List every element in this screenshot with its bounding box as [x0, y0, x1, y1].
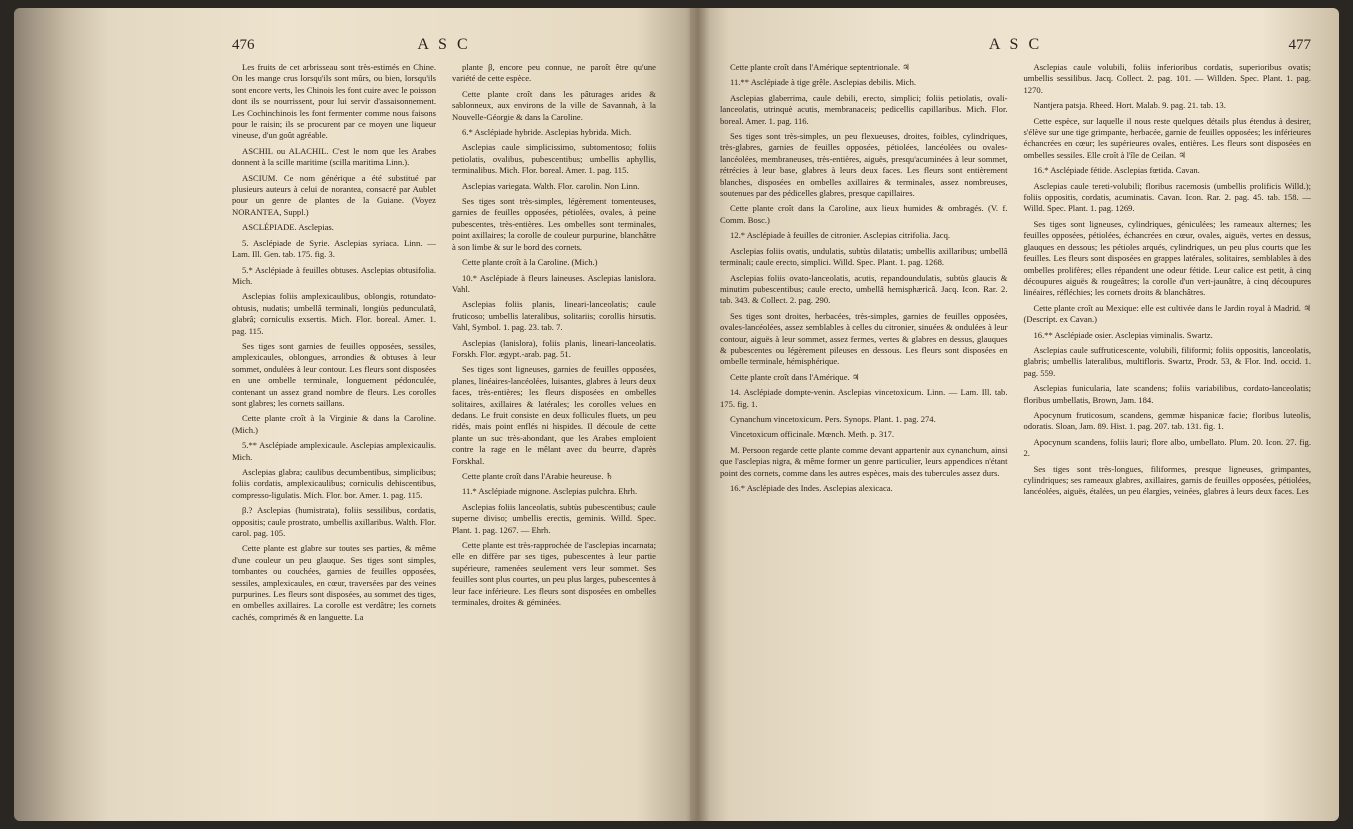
paragraph: Asclepias foliis planis, lineari-lanceolatis; caule fruticoso; umbellis lateralibus, solitariis; corollis hirsutis. Vahl, Symbol. 1. pag. 23. tab. 7.	[452, 299, 656, 333]
paragraph: Cette plante est très-rapprochée de l'asclepias incarnata; elle en diffère par ses tiges, pubescentes à leur partie supérieure, ramenées seulement vers leur sommet. Ses feuilles sont plus courtes, un peu plus larges, pubescentes à leur face inférieure. Les fleurs sont disposées en ombelles terminales, droites & géminées.	[452, 540, 656, 608]
paragraph: ASCIUM. Ce nom générique a été substitué par plusieurs auteurs à celui de norantea, consacré par Aublet pour un genre de plantes de la Guiane. (Voyez NORANTEA, Suppl.)	[232, 172, 436, 217]
paragraph: Ses tiges sont garnies de feuilles opposées, sessiles, amplexicaules, oblongues, arrondies & obtuses à leur sommet, ondulées à leur contour. Les fleurs sont disposées en une ombelle terminale, longuement pédonculée, contenant un assez grand nombre de fleurs. Les corolles sont glabres; les cornets saillans.	[232, 340, 436, 408]
paragraph: 12.* Asclépiade à feuilles de citronier. Asclepias citrifolia. Jacq.	[730, 230, 951, 241]
paragraph: Cette plante croît dans l'Amérique. ♃	[730, 371, 860, 382]
left-column-2	[452, 62, 656, 627]
paragraph: Cette plante croît dans l'Amérique septentrionale. ♃	[730, 62, 910, 72]
paragraph: Les fruits de cet arbrisseau sont très-estimés en Chine. On les mange crus lorsqu'ils sont mûrs, ou bien, lorsqu'ils sont encore verts, les Chinois les font cuire avec le poisson dont ils se nourrissent, pour lui servir d'assaisonnement. Les Cochinchinois les font fermenter comme nous faisons pour le raisin; ils se procurent par ce moyen une liqueur vineuse, d'un goût agréable.	[232, 62, 436, 141]
paragraph: Ses tiges sont ligneuses, garnies de feuilles opposées, planes, linéaires-lancéolées, luisantes, glabres à leurs deux faces, très-entières; les fleurs disposées en ombelles solitaires, axillaires & latérales; les corolles velues en dedans. Le fruit consiste en deux follicules fluets, un peu ridés, mais point enflés ni hispides. Il découle de cette plante un suc très-abondant, que les Arabes emploient contre la rage en le mêlant avec du beurre, d'après Forskhal.	[452, 364, 656, 466]
paragraph: 5. Asclépiade de Syrie. Asclepias syriaca. Linn. — Lam. Ill. Gen. tab. 175. fig. 3.	[232, 237, 436, 260]
paragraph: Asclepias caule simplicissimo, subtomentoso; foliis petiolatis, ovalibus, pubescentibus; umbellis aphyllis, terminalibus. Mich. Flor. boreal. Amer. 1. pag. 115.	[452, 142, 656, 176]
paragraph: Cette espèce, sur laquelle il nous reste quelques détails plus étendus à desirer, s'élève sur une tige grimpante, herbacée, garnie de feuilles opposées; les inférieures échancrées en cœur; les supérieures ovales, entières. Les fleurs sont disposées en ombelles sessiles. Elle croît à l'île de Ceilan. ♃	[1023, 115, 1311, 160]
paragraph: Asclepias glaberrima, caule debili, erecto, simplici; foliis petiolatis, ovali-lanceolatis, utrinquè acutis, membranaceis; pedicellis capillaribus. Mich. Flor. boreal. Amer. 1. pag. 116.	[720, 92, 1008, 126]
right-page-columns	[720, 62, 1311, 502]
paragraph: Asclepias glabra; caulibus decumbentibus, simplicibus; foliis cordatis, amplexicaulibus; corniculis dehiscentibus, compresso-ligulatis. Mich. Flor. bor. Amer. 1. pag. 115.	[232, 467, 436, 500]
paragraph: Asclepias foliis ovatis, undulatis, subtùs dilatatis; umbellis axillaribus; umbellâ terminali; caule erecto, simplici. Willd. Spec. Plant. 1. pag. 1268.	[720, 245, 1008, 268]
right-column-1	[720, 62, 1008, 502]
paragraph: ASCHIL ou ALACHIL. C'est le nom que les Arabes donnent à la scille maritime (scilla maritima Linn.).	[232, 145, 436, 168]
paragraph: Cette plante croît dans l'Arabie heureuse. ♄	[462, 471, 614, 481]
right-column-2	[1024, 62, 1312, 502]
paragraph: Ses tiges sont très-simples, légèrement tomenteuses, garnies de feuilles opposées, pétiolées, ovales, à peine pubescentes, très-entières. Les ombelles sont terminales, point axillaires; la corolle de couleur purpurine, blanchâtre à son limbe & sur le bord des cornets.	[452, 196, 656, 252]
paragraph: ASCLÉPIADE. Asclepias.	[242, 222, 334, 233]
paragraph: Ses tiges sont très-simples, un peu flexueuses, droites, foibles, cylindriques, très-glabres, garnies de feuilles opposées, pétiolées, lancéolées ou ovales-lancéolées, membraneuses, très-entières, aiguës, presqu'acuminées à leur sommet, rétrécies à leur base, glabres à leurs deux faces. Les fleurs sont entièrement blanches, disposées en ombelles axillaires & terminales, assez nombreuses, soutenues par des pédicelles glabres, presque capillaires.	[720, 131, 1008, 199]
left-column-1	[232, 62, 436, 627]
paragraph: 6.* Asclépiade hybride. Asclepias hybrida. Mich.	[462, 127, 632, 138]
left-page-columns	[232, 62, 656, 627]
paragraph: Cette plante croît à la Virginie & dans la Caroline. (Mich.)	[232, 413, 436, 435]
left-page-header	[232, 36, 656, 54]
paragraph: Asclepias foliis lanceolatis, subtùs pubescentibus; caule superne diviso; umbellis erectis, geminis. Willd. Spec. Plant. 1. pag. 1267. — Ehrh.	[452, 501, 656, 535]
paragraph: Apocynum scandens, foliis lauri; flore albo, umbellato. Plum. 20. Icon. 27. fig. 2.	[1023, 436, 1311, 459]
paragraph: 11.** Asclépiade à tige grêle. Asclepias debilis. Mich.	[730, 77, 917, 88]
paragraph: Asclepias funicularia, late scandens; foliis variabilibus, cordato-lanceolatis; floribus umbellatis, Brown, Jam. 184.	[1023, 383, 1311, 405]
paragraph: Vincetoxicum officinale. Mœnch. Meth. p. 317.	[730, 429, 895, 440]
running-header-left: A S C	[417, 36, 471, 53]
paragraph: 5.* Asclépiade à feuilles obtuses. Asclepias obtusifolia. Mich.	[232, 264, 436, 286]
paragraph: Asclepias (lanislora), foliis planis, lineari-lanceolatis. Forskh. Flor. ægypt.-arab. pag. 51.	[452, 337, 656, 359]
paragraph: plante β, encore peu connue, ne paroît être qu'une variété de cette espèce.	[452, 62, 656, 84]
open-book	[14, 8, 1339, 821]
paragraph: Ses tiges sont droites, herbacées, très-simples, garnies de feuilles opposées, ovales-lancéolées, assez semblables à celles du citronier, sinuées & ondulées à leur contour, aiguës à leur sommet, assez fermes, vertes & glabres en dessus, glauques & pubescentes ou légèrement pileuses en dessous. Les fleurs sont disposées en ombelle terminale, hémisphérique.	[720, 310, 1008, 367]
paragraph: Cette plante croît dans les pâturages arides & sablonneux, aux environs de la ville de Savannah, à la Nouvelle-Géorgie & dans la Caroline.	[452, 88, 656, 122]
paragraph: Cynanchum vincetoxicum. Pers. Synops. Plant. 1. pag. 274.	[730, 413, 936, 424]
paragraph: Asclepias foliis ovato-lanceolatis, acutis, repandoundulatis, subtùs glaucis & minutim pubescentibus; caule erecto, umbellâ hemisphæricâ. Jacq. Icon. Rar. 2. tab. 343. & Collect. 2. pag. 290.	[720, 272, 1008, 306]
paragraph: Ses tiges sont très-longues, filiformes, presque ligneuses, grimpantes, cylindriques; ses rameaux glabres, axillaires, garnis de feuilles opposées, pétiolées, lancéolées, aiguës, étalées, un peu élargies, veinées, glabres à leurs deux faces. Les	[1023, 463, 1311, 497]
paragraph: Cette plante croît à la Caroline. (Mich.)	[462, 257, 598, 268]
left-page	[14, 8, 690, 821]
page-number-left: 476	[232, 37, 255, 53]
paragraph: 11.* Asclépiade mignone. Asclepias pulchra. Ehrh.	[462, 486, 638, 497]
page-number-right: 477	[1288, 37, 1311, 53]
paragraph: Asclepias caule volubili, foliis inferioribus cordatis, superioribus ovatis; umbellis sessilibus. Jacq. Collect. 2. pag. 101. — Willden. Spec. Plant. 1. pag. 1270.	[1023, 62, 1311, 95]
paragraph: M. Persoon regarde cette plante comme devant appartenir aux cynanchum, ainsi que l'asclepias nigra, & même former un genre particulier, leurs appendices n'étant point des cornets, comme dans les autres espèces, mais des tubercules assez durs.	[720, 444, 1008, 478]
running-header-right: A S C	[988, 36, 1043, 53]
paragraph: Asclepias caule tereti-volubili; floribus racemosis (umbellis prolificis Willd.); foliis oppositis, cordatis, acuminatis. Cavan. Icon. Rar. 2. pag. 45. tab. 158. — Willd. Spec. Plant. 1. pag. 1269.	[1023, 180, 1311, 214]
paragraph: 16.** Asclépiade osier. Asclepias viminalis. Swartz.	[1033, 329, 1213, 340]
paragraph: Asclepias variegata. Walth. Flor. carolin. Non Linn.	[462, 180, 640, 191]
paragraph: Asclepias caule suffruticescente, volubili, filiformi; foliis oppositis, lanceolatis, glabris; umbellis lateralibus, multifloris. Swartz, Prodr. 53, & Flor. Ind. occid. 1. pag. 559.	[1023, 344, 1311, 378]
paragraph: Cette plante croît au Mexique: elle est cultivée dans le Jardin royal à Madrid. ♃ (Descript. ex Cavan.)	[1023, 302, 1311, 325]
paragraph: Apocynum fruticosum, scandens, gemmæ hispanicæ facie; floribus luteolis, odoratis. Sloan, Jam. 89. Hist. 1. pag. 207. tab. 131. fig. 1.	[1023, 409, 1311, 432]
paragraph: Cette plante est glabre sur toutes ses parties, & même d'une couleur un peu glauque. Ses tiges sont simples, tombantes ou couchées, garnies de feuilles opposées, sessiles, amplexicaules, en cœur, traversées par des veines purpurines. Les fleurs sont disposées, au sommet des tiges, en ombelles axillaires. La corolle est verdâtre; les cornets cachés, comprimés & en languette. La	[232, 543, 436, 622]
paragraph: Ses tiges sont ligneuses, cylindriques, géniculées; les rameaux alternes; les feuilles opposées, pétiolées, échancrées en cœur, ovales, aiguës, vertes en dessus, glauques en dessous; les pétioles arqués, cylindriques, un peu plus courts que les feuilles. Les fleurs sont disposées en grappes latérales, solitaires, semblables à des ombelles prolifères; elles répandent une odeur fétide. Leur calice est petit, à cinq découpures aiguës & rougeâtres; la corolle d'un vert-jaunâtre, à cinq découpures linéaires, réfléchies; les cornets droits & blanchâtres.	[1023, 218, 1311, 298]
paragraph: 16.* Asclépiade fétide. Asclepias fœtida. Cavan.	[1033, 165, 1200, 176]
paragraph: 10.* Asclépiade à fleurs laineuses. Asclepias lanislora. Vahl.	[452, 272, 656, 294]
paragraph: 16.* Asclépiade des Indes. Asclepias alexicaca.	[730, 483, 893, 493]
paragraph: Nantjera patsja. Rheed. Hort. Malab. 9. pag. 21. tab. 13.	[1033, 100, 1226, 111]
paragraph: β.? Asclepias (humistrata), foliis sessilibus, cordatis, oppositis; caule prostrato, umbellis axillaribus. Walth. Flor. carol. pag. 105.	[232, 505, 436, 539]
paragraph: Asclepias foliis amplexicaulibus, oblongis, rotundato-obtusis, nudatis; umbellâ terminali, longiùs pedunculatâ, glabrâ; corniculis exsertis. Mich. Flor. boreal. Amer. 1. pag. 115.	[232, 291, 436, 336]
right-page	[690, 8, 1339, 821]
paragraph: 5.** Asclépiade amplexicaule. Asclepias amplexicaulis. Mich.	[232, 440, 436, 462]
paragraph: 14. Asclépiade dompte-venin. Asclepias vincetoxicum. Linn. — Lam. Ill. tab. 175. fig. 1.	[720, 387, 1008, 409]
paragraph: Cette plante croît dans la Caroline, aux lieux humides & ombragés. (V. f. Comm. Bosc.)	[720, 203, 1008, 225]
right-page-header	[720, 36, 1311, 54]
